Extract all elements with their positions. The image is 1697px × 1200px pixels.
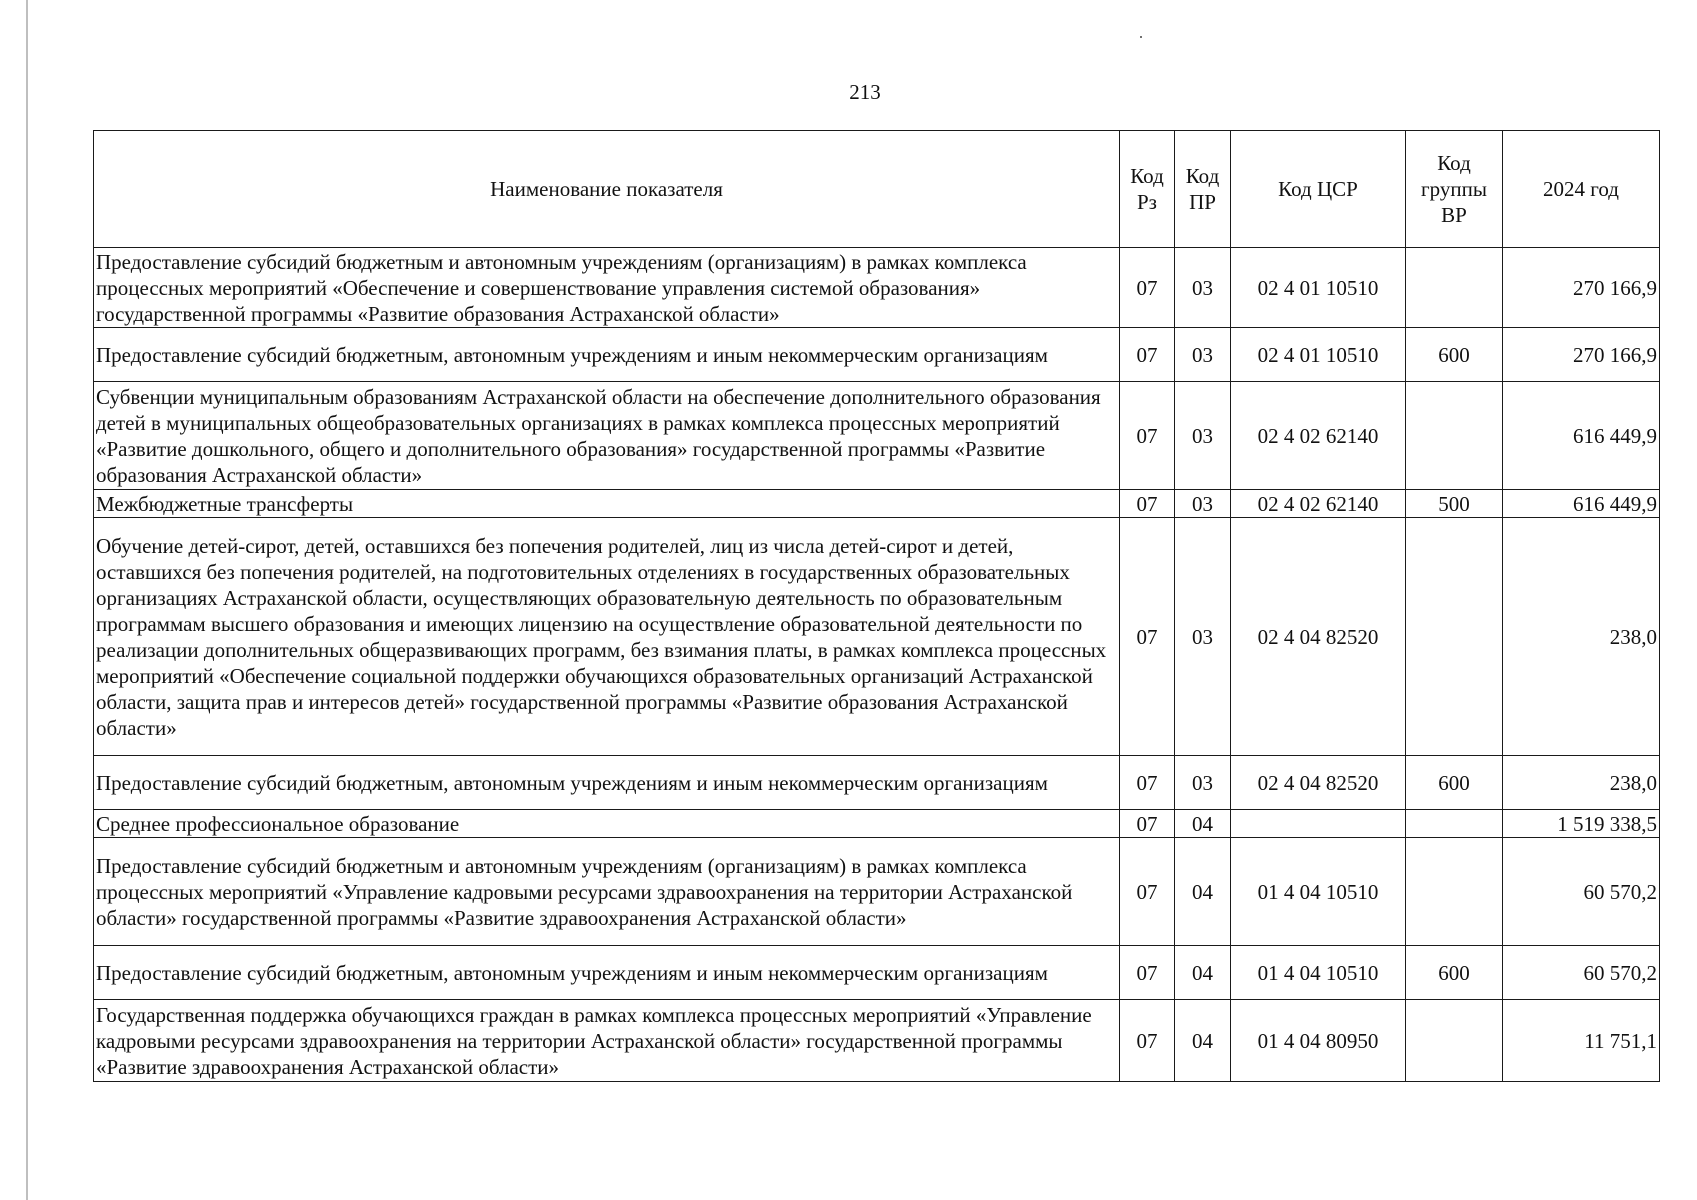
row-name: Предоставление субсидий бюджетным, автономным учреждениям и иным некоммерческим организациям xyxy=(94,946,1120,1000)
row-code-vr: 600 xyxy=(1406,756,1503,810)
row-code-rz: 07 xyxy=(1120,248,1175,328)
row-code-pr: 03 xyxy=(1175,756,1231,810)
header-name: Наименование показателя xyxy=(94,131,1120,248)
row-code-pr: 03 xyxy=(1175,382,1231,490)
row-amount: 238,0 xyxy=(1503,756,1660,810)
table-row xyxy=(94,382,1660,490)
header-code-csr: Код ЦСР xyxy=(1231,131,1406,248)
row-code-rz: 07 xyxy=(1120,756,1175,810)
row-code-vr: 600 xyxy=(1406,946,1503,1000)
row-name: Среднее профессиональное образование xyxy=(94,810,1120,838)
row-code-csr: 02 4 02 62140 xyxy=(1231,490,1406,518)
row-code-pr: 04 xyxy=(1175,946,1231,1000)
row-amount: 616 449,9 xyxy=(1503,490,1660,518)
row-name: Предоставление субсидий бюджетным и автономным учреждениям (организациям) в рамках комплекса процессных мероприятий «Обеспечение и совершенствование управления системой образования» государственной программы «Развитие образования Астраханской области» xyxy=(94,248,1120,328)
row-code-rz: 07 xyxy=(1120,328,1175,382)
row-code-vr xyxy=(1406,838,1503,946)
table-row xyxy=(94,946,1660,1000)
row-code-vr: 500 xyxy=(1406,490,1503,518)
row-code-csr: 02 4 04 82520 xyxy=(1231,756,1406,810)
table-row xyxy=(94,248,1660,328)
row-code-pr: 04 xyxy=(1175,1000,1231,1082)
row-code-csr: 02 4 02 62140 xyxy=(1231,382,1406,490)
row-code-rz: 07 xyxy=(1120,518,1175,756)
header-code-rz: Код Рз xyxy=(1120,131,1175,248)
row-code-csr: 02 4 01 10510 xyxy=(1231,328,1406,382)
row-amount: 60 570,2 xyxy=(1503,946,1660,1000)
table-body xyxy=(94,248,1660,1082)
row-name: Предоставление субсидий бюджетным и автономным учреждениям (организациям) в рамках комплекса процессных мероприятий «Управление кадровыми ресурсами здравоохранения на территории Астраханской области» государственной программы «Развитие здравоохранения Астраханской области» xyxy=(94,838,1120,946)
table-row xyxy=(94,838,1660,946)
row-name: Предоставление субсидий бюджетным, автономным учреждениям и иным некоммерческим организациям xyxy=(94,756,1120,810)
row-code-rz: 07 xyxy=(1120,838,1175,946)
row-amount: 616 449,9 xyxy=(1503,382,1660,490)
row-code-pr: 03 xyxy=(1175,490,1231,518)
row-code-rz: 07 xyxy=(1120,1000,1175,1082)
row-amount: 1 519 338,5 xyxy=(1503,810,1660,838)
row-code-pr: 03 xyxy=(1175,518,1231,756)
row-code-vr: 600 xyxy=(1406,328,1503,382)
row-code-csr: 02 4 01 10510 xyxy=(1231,248,1406,328)
row-amount: 238,0 xyxy=(1503,518,1660,756)
row-code-csr: 02 4 04 82520 xyxy=(1231,518,1406,756)
table-row xyxy=(94,1000,1660,1082)
table-row xyxy=(94,756,1660,810)
table-row xyxy=(94,810,1660,838)
row-code-rz: 07 xyxy=(1120,382,1175,490)
row-code-vr xyxy=(1406,1000,1503,1082)
row-code-csr: 01 4 04 10510 xyxy=(1231,838,1406,946)
row-code-vr xyxy=(1406,810,1503,838)
row-amount: 270 166,9 xyxy=(1503,248,1660,328)
scan-speck xyxy=(1140,36,1142,38)
row-code-pr: 04 xyxy=(1175,838,1231,946)
row-name: Обучение детей-сирот, детей, оставшихся без попечения родителей, лиц из числа детей-сирот и детей, оставшихся без попечения родителей, на подготовительных отделениях в государственных образовательных организациях Астраханской области, осуществляющих образовательную деятельность по образовательным программам высшего образования и имеющих лицензию на осуществление образовательной деятельности по реализации дополнительных общеразвивающих программ, без взимания платы, в рамках комплекса процессных мероприятий «Обеспечение социальной поддержки обучающихся образовательных организаций Астраханской области, защита прав и интересов детей» государственной программы «Развитие образования Астраханской области» xyxy=(94,518,1120,756)
row-name: Субвенции муниципальным образованиям Астраханской области на обеспечение дополнительного образования детей в муниципальных общеобразовательных организациях в рамках комплекса процессных мероприятий «Развитие дошкольного, общего и дополнительного образования» государственной программы «Развитие образования Астраханской области» xyxy=(94,382,1120,490)
header-row xyxy=(94,131,1660,248)
row-code-rz: 07 xyxy=(1120,946,1175,1000)
row-code-csr xyxy=(1231,810,1406,838)
budget-table xyxy=(93,130,1660,1082)
row-code-pr: 03 xyxy=(1175,328,1231,382)
row-name: Государственная поддержка обучающихся граждан в рамках комплекса процессных мероприятий «Управление кадровыми ресурсами здравоохранения на территории Астраханской области» государственной программы «Развитие здравоохранения Астраханской области» xyxy=(94,1000,1120,1082)
row-code-vr xyxy=(1406,382,1503,490)
row-code-rz: 07 xyxy=(1120,810,1175,838)
row-code-csr: 01 4 04 80950 xyxy=(1231,1000,1406,1082)
page-number: 213 xyxy=(849,80,881,104)
header-year-2024: 2024 год xyxy=(1503,131,1660,248)
table-row xyxy=(94,328,1660,382)
row-code-vr xyxy=(1406,248,1503,328)
row-code-csr: 01 4 04 10510 xyxy=(1231,946,1406,1000)
header-code-pr: Код ПР xyxy=(1175,131,1231,248)
row-code-rz: 07 xyxy=(1120,490,1175,518)
row-amount: 11 751,1 xyxy=(1503,1000,1660,1082)
header-code-vr: Код группы ВР xyxy=(1406,131,1503,248)
row-code-vr xyxy=(1406,518,1503,756)
table-header xyxy=(94,131,1660,248)
table-row xyxy=(94,518,1660,756)
row-name: Межбюджетные трансферты xyxy=(94,490,1120,518)
row-name: Предоставление субсидий бюджетным, автономным учреждениям и иным некоммерческим организациям xyxy=(94,328,1120,382)
row-code-pr: 03 xyxy=(1175,248,1231,328)
binding-margin-line xyxy=(26,0,28,1200)
table-row xyxy=(94,490,1660,518)
row-amount: 60 570,2 xyxy=(1503,838,1660,946)
row-amount: 270 166,9 xyxy=(1503,328,1660,382)
row-code-pr: 04 xyxy=(1175,810,1231,838)
